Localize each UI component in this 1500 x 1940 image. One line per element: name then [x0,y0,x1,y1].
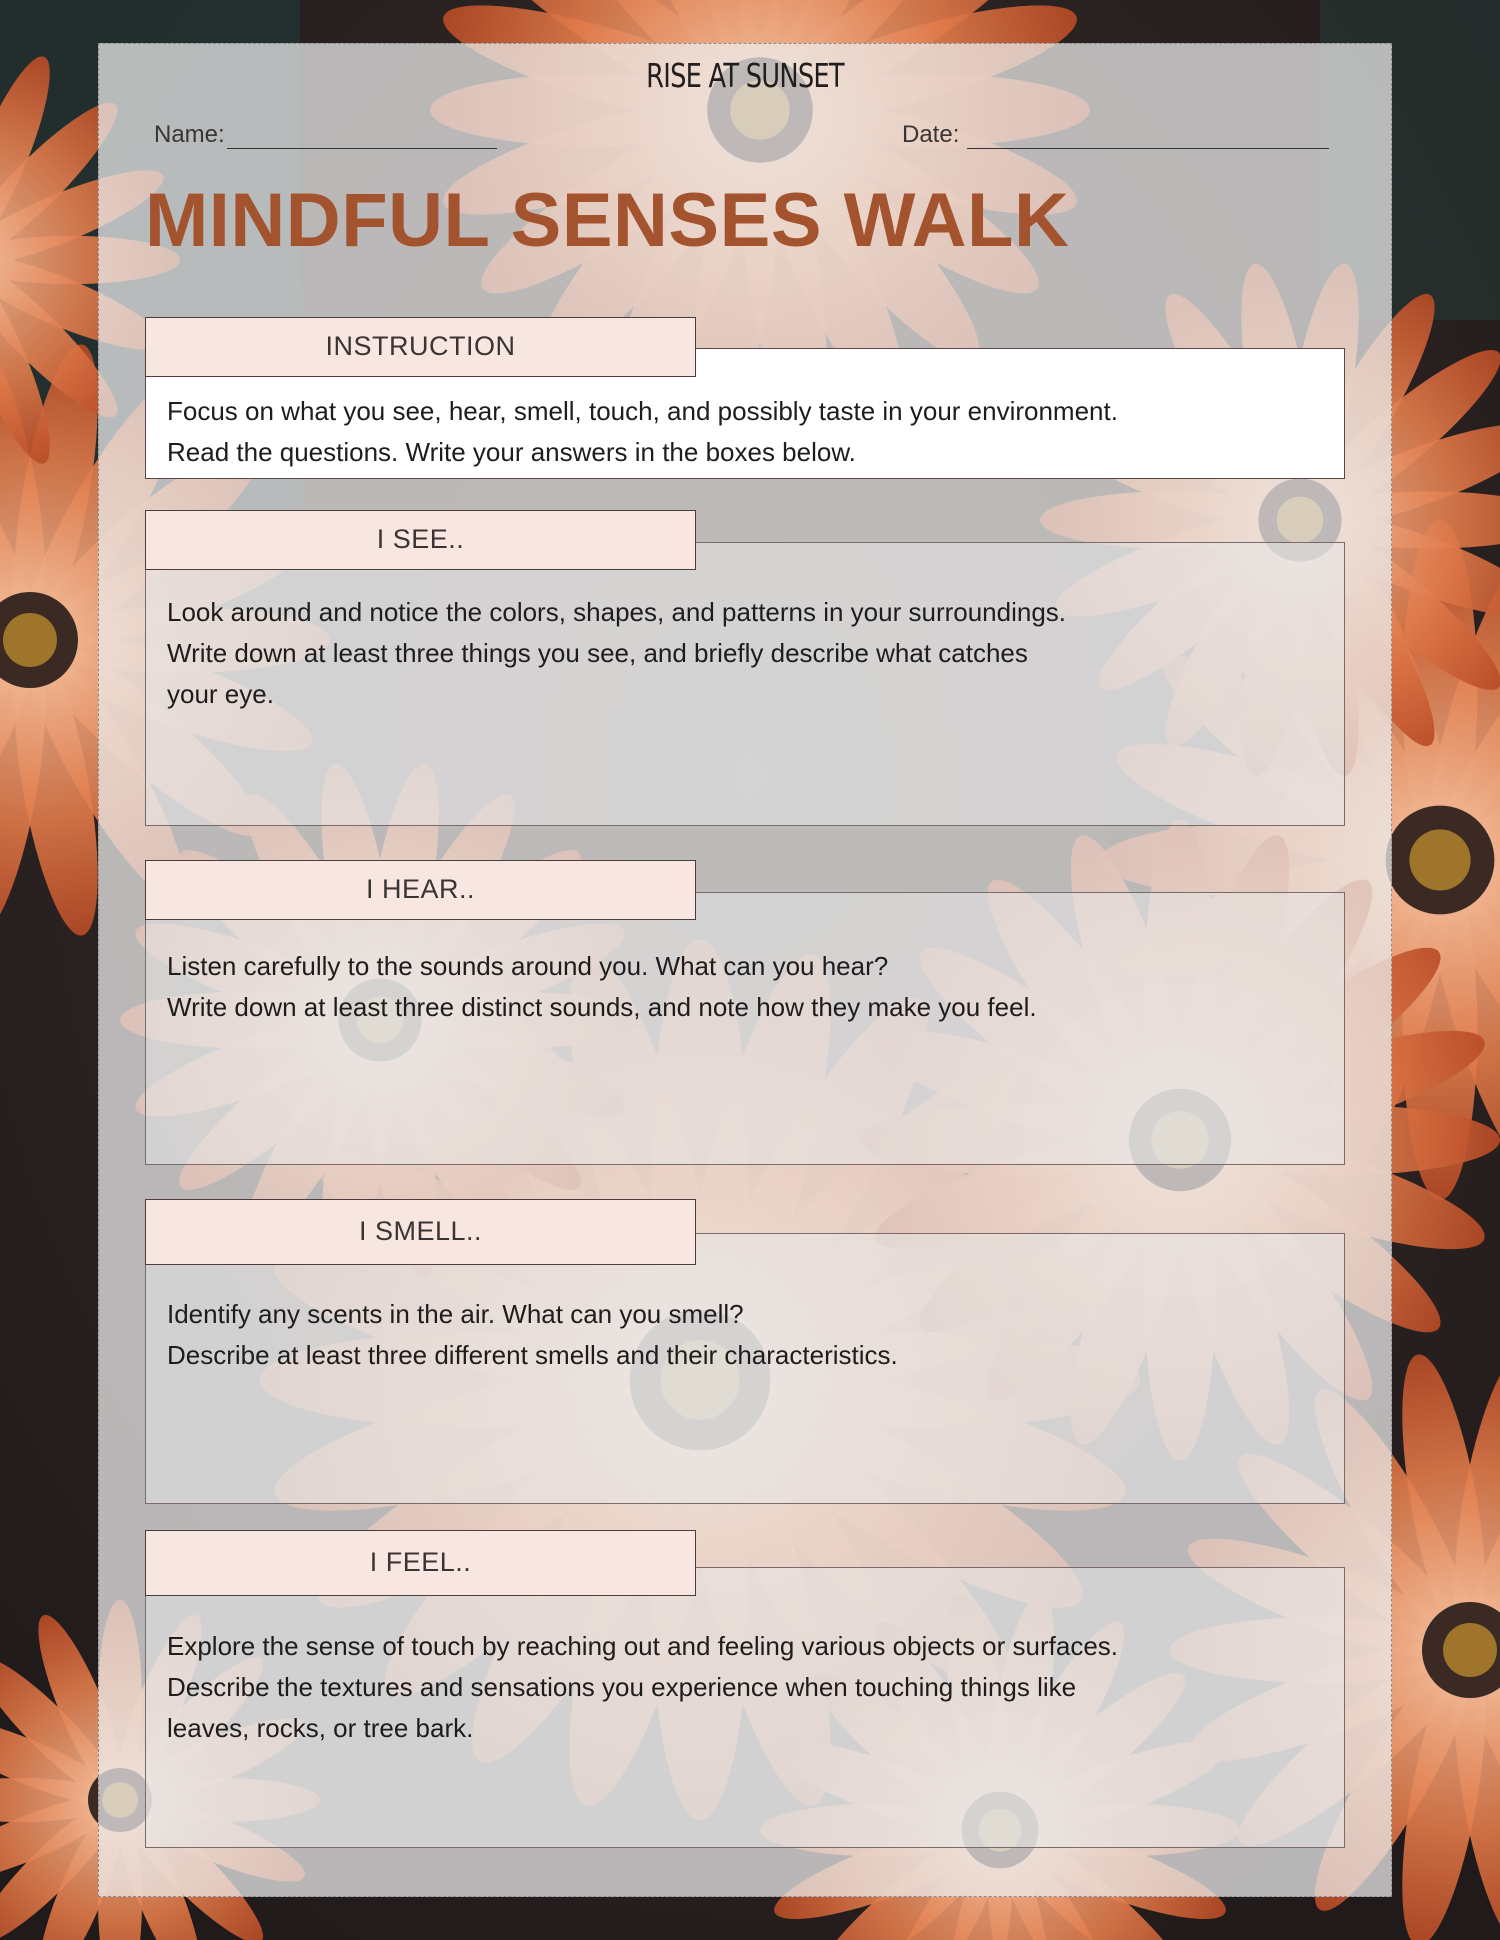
instruction-text: Focus on what you see, hear, smell, touch, and possibly taste in your environment. Read the questions. Write your answers in the boxes below. [167,396,1118,467]
see-section [145,510,1345,826]
page-title: MINDFUL SENSES WALK [145,178,1070,263]
date-field[interactable] [902,121,1329,149]
section-heading-tab: I HEAR.. [145,860,696,920]
date-label: Date: [902,121,960,148]
name-label: Name: [154,121,225,148]
hear-section [145,860,1345,1165]
section-heading-tab: I SMELL.. [145,1199,696,1265]
section-heading-tab: INSTRUCTION [145,317,696,377]
brand-logo-text: RISE AT SUNSET [646,56,844,95]
name-field[interactable] [154,121,497,149]
feel-prompt-text: Explore the sense of touch by reaching out and feeling various objects or surfaces. Describe the textures and sensations you experience when touching things like leaves, rocks, or tree bark. [167,1631,1119,1743]
name-blank-line[interactable] [227,122,497,149]
hear-answer-box[interactable] [145,892,1345,1165]
smell-section [145,1199,1345,1504]
hear-prompt-text: Listen carefully to the sounds around you. What can you hear? Write down at least three distinct sounds, and note how they make you feel. [167,951,1037,1022]
see-prompt-text: Look around and notice the colors, shapes, and patterns in your surroundings. Write down at least three things you see, and briefly describe what catches your eye. [167,597,1067,709]
smell-prompt-text: Identify any scents in the air. What can you smell? Describe at least three different smells and their characteristics. [167,1299,898,1370]
section-heading-tab: I FEEL.. [145,1530,696,1596]
instruction-section [145,317,1345,479]
feel-section [145,1530,1345,1848]
worksheet-page [98,43,1392,1897]
date-blank-line[interactable] [967,122,1329,149]
section-heading-tab: I SEE.. [145,510,696,570]
